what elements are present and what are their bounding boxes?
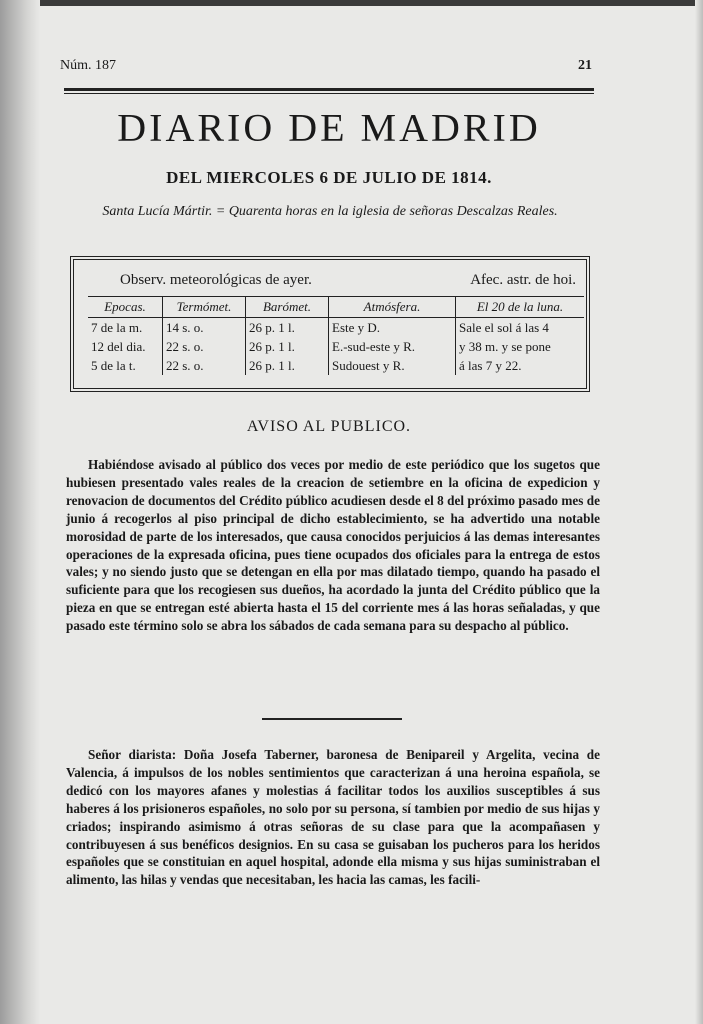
- cell-epoca: 5 de la t.: [91, 358, 136, 373]
- page-right-edge: [695, 0, 703, 1024]
- cell-barometro: 26 p. 1 l.: [246, 318, 329, 338]
- page-spine-shadow: [0, 0, 40, 1024]
- date-line: DEL MIERCOLES 6 DE JULIO DE 1814.: [166, 168, 492, 187]
- saint-line: Santa Lucía Mártir. = Quarenta horas en la iglesia de señoras Descalzas Reales.: [102, 204, 558, 219]
- cell-epoca: 12 del dia.: [91, 339, 146, 354]
- cell-epoca: 7 de la m.: [91, 320, 143, 335]
- section-separator: [262, 718, 402, 720]
- table-header-row: [88, 297, 584, 318]
- table-row: [88, 356, 584, 375]
- meteorology-title: Observ. meteorológicas de ayer.: [120, 272, 312, 288]
- table-row: [88, 337, 584, 356]
- cell-atmosfera: E.-sud-este y R.: [329, 337, 456, 356]
- meteorology-header: [74, 272, 586, 292]
- letter-body: Señor diarista: Doña Josefa Taberner, baronesa de Benipareil y Argelita, vecina de Valencia, á impulsos de los nobles sentimientos que caracterizan á una heroina española, se dedicó con los mayores afanes y molestias á facilitar todos los auxilios susceptibles á sus haberes á los prisioneros españoles, no solo por su persona, sí tambien por medio de sus hijas y criados; inspirando asimismo á otras señoras de su clase para que la acompañasen y contribuyesen á sus benéficos designios. En su casa se guisaban los pucheros para los heridos españoles que se constituian en aquel hospital, adonde ella misma y sus hijas suministraban el alimento, las hilas y vendas que necesitaban, les hacia las camas, les facili-: [66, 747, 600, 888]
- cell-atmosfera: Sudouest y R.: [329, 356, 456, 375]
- aviso-body: Habiéndose avisado al público dos veces por medio de este periódico que los sugetos que hubiesen presentado vales reales de la creacion de setiembre en la oficina de expedicion y renovacion de documentos del Crédito público acudiesen desde el 8 del próximo pasado mes de junio á recogerlos al piso principal de dicho establecimiento, se ha advertido una notable morosidad de parte de los interesados, que causa conocidos perjuicios á las demas interesantes operaciones de la expresada oficina, pues tiene ocupados dos oficiales para la entrega de estos vales; y no siendo justo que se detengan en ella por mas dilatado tiempo, quando ha pasado el suficiente para que los recogiesen sus dueños, ha acordado la junta del Crédito público que la pieza en que se entregan esté abierta hasta el 15 del corriente mes á las horas señaladas, y que pasado este término solo se abra los sábados de cada semana para su despacho al público.: [66, 457, 600, 634]
- cell-atmosfera: Este y D.: [329, 318, 456, 338]
- cell-barometro: 26 p. 1 l.: [246, 337, 329, 356]
- issue-number: Núm. 187: [60, 58, 116, 73]
- aviso-heading: AVISO AL PUBLICO.: [246, 418, 412, 435]
- page-number: 21: [578, 58, 592, 73]
- cell-termometro: 22 s. o.: [163, 337, 246, 356]
- col-epocas: Epocas.: [88, 297, 163, 318]
- meteorology-box: [70, 256, 590, 392]
- masthead-title: DIARIO DE MADRID: [117, 105, 541, 150]
- col-barometro: Barómet.: [246, 297, 329, 318]
- cell-luna: y 38 m. y se pone: [456, 337, 585, 356]
- meteorology-table: [88, 296, 584, 375]
- table-row: [88, 318, 584, 338]
- astronomy-title: Afec. astr. de hoi.: [470, 272, 576, 288]
- col-atmosfera: Atmósfera.: [329, 297, 456, 318]
- cell-luna: á las 7 y 22.: [456, 356, 585, 375]
- cell-barometro: 26 p. 1 l.: [246, 356, 329, 375]
- cell-termometro: 22 s. o.: [163, 356, 246, 375]
- cell-termometro: 14 s. o.: [163, 318, 246, 338]
- masthead-rule-top: [64, 88, 594, 94]
- top-edge: [0, 0, 703, 6]
- col-termometro: Termómet.: [163, 297, 246, 318]
- cell-luna: Sale el sol á las 4: [456, 318, 585, 338]
- col-luna: El 20 de la luna.: [456, 297, 585, 318]
